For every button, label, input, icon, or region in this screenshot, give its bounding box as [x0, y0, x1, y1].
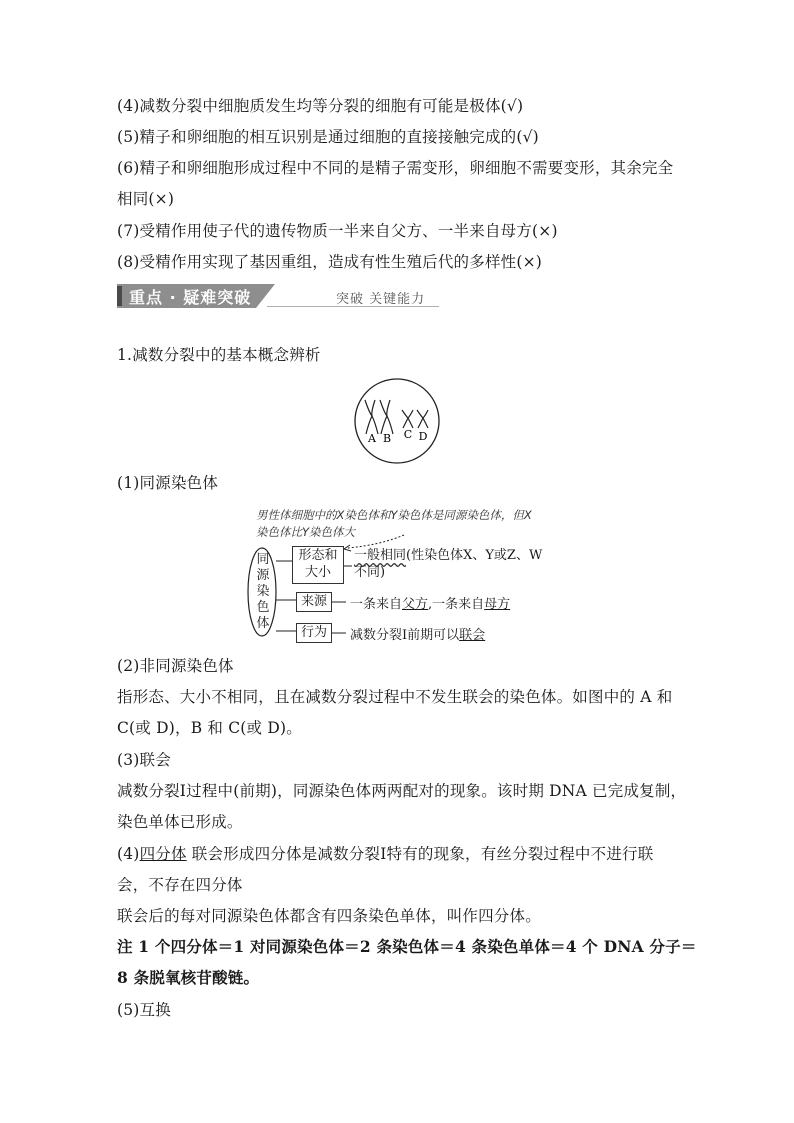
synapsis-line1: 减数分裂Ⅰ过程中(前期)，同源染色体两两配对的现象。该时期 DNA 已完成复制， — [117, 782, 687, 800]
desc3-synapsis: 联会 — [459, 628, 486, 643]
tetrad-line2: 会，不存在四分体 — [117, 876, 243, 894]
banner-subtitle: 突破 关键能力 — [336, 292, 426, 307]
desc2-father: 父方 — [402, 597, 429, 612]
diagram-box-shape-size — [292, 546, 344, 584]
tetrad-line1-rest: 联会形成四分体是减数分裂Ⅰ特有的现象，有丝分裂过程中不进行联 — [186, 845, 654, 863]
diagram-center-label: 同源染色体 — [256, 552, 270, 631]
desc1-suffix: (性染色体X、Y或Z、W — [406, 548, 543, 563]
desc2-mother: 母方 — [484, 597, 511, 612]
desc-source — [350, 593, 510, 612]
list-item-4: (4)减数分裂中细胞质发生均等分裂的细胞有可能是极体(√) — [117, 97, 524, 115]
homologous-heading: (1)同源染色体 — [117, 474, 219, 492]
chromosome-label-d: D — [418, 430, 428, 443]
box1-line2: 大小 — [304, 565, 331, 580]
desc-behavior — [350, 624, 485, 643]
diagram-box-source: 来源 — [296, 592, 332, 612]
desc2-c: ,一条来自 — [428, 597, 485, 612]
box1-line1: 形态和 — [298, 548, 338, 563]
desc2-a: 一条来自 — [350, 597, 403, 612]
tetrad-term: 四分体 — [139, 845, 187, 863]
chromosome-label-c: C — [403, 428, 413, 441]
list-item-8: (8)受精作用实现了基因重组，造成有性生殖后代的多样性(×) — [117, 253, 543, 271]
tetrad-num: (4) — [117, 845, 140, 863]
synapsis-heading: (3)联会 — [117, 751, 171, 769]
desc1-line2: 不同) — [354, 565, 386, 580]
list-item-7: (7)受精作用使子代的遗传物质一半来自父方、一半来自母方(×) — [117, 222, 558, 240]
diagram-box-behavior: 行为 — [296, 623, 332, 643]
list-item-5: (5)精子和卵细胞的相互识别是通过细胞的直接接触完成的(√) — [117, 128, 539, 146]
section-title: 1.减数分裂中的基本概念辨析 — [117, 346, 321, 364]
list-item-6: (6)精子和卵细胞形成过程中不同的是精子需变形，卵细胞不需要变形，其余完全 — [117, 159, 674, 177]
note-label: 注 — [117, 937, 133, 956]
desc1-prefix: 一般相同 — [354, 548, 407, 563]
tetrad-line1 — [117, 844, 653, 864]
non-homologous-line2: C(或 D)，B 和 C(或 D)。 — [117, 719, 302, 737]
banner-title: 重点 · 疑难突破 — [129, 288, 252, 307]
non-homologous-heading: (2)非同源染色体 — [117, 657, 234, 675]
note-text-1: 1 个四分体＝1 对同源染色体＝2 条染色体＝4 条染色单体＝4 个 DNA 分子＝ — [132, 937, 697, 956]
crossover-heading: (5)互换 — [117, 1001, 171, 1019]
chromosome-label-a: A — [368, 432, 376, 445]
note-line1 — [117, 937, 697, 957]
list-item-6-cont: 相同(×) — [117, 190, 175, 208]
tetrad-line3: 联会后的每对同源染色体都含有四条染色单体，叫作四分体。 — [117, 907, 541, 925]
diagram-note-line2: 染色体比Y染色体大 — [256, 525, 356, 539]
non-homologous-line1: 指形态、大小不相同，且在减数分裂过程中不发生联会的染色体。如图中的 A 和 — [117, 688, 673, 706]
diagram-note-line1: 男性体细胞中的X染色体和Y染色体是同源染色体，但X — [256, 508, 532, 522]
desc3-a: 减数分裂Ⅰ前期可以 — [350, 628, 460, 643]
note-line2: 8 条脱氧核苷酸链。 — [117, 968, 260, 987]
synapsis-line2: 染色单体已形成。 — [117, 813, 243, 831]
chromosome-label-b: B — [382, 432, 392, 445]
